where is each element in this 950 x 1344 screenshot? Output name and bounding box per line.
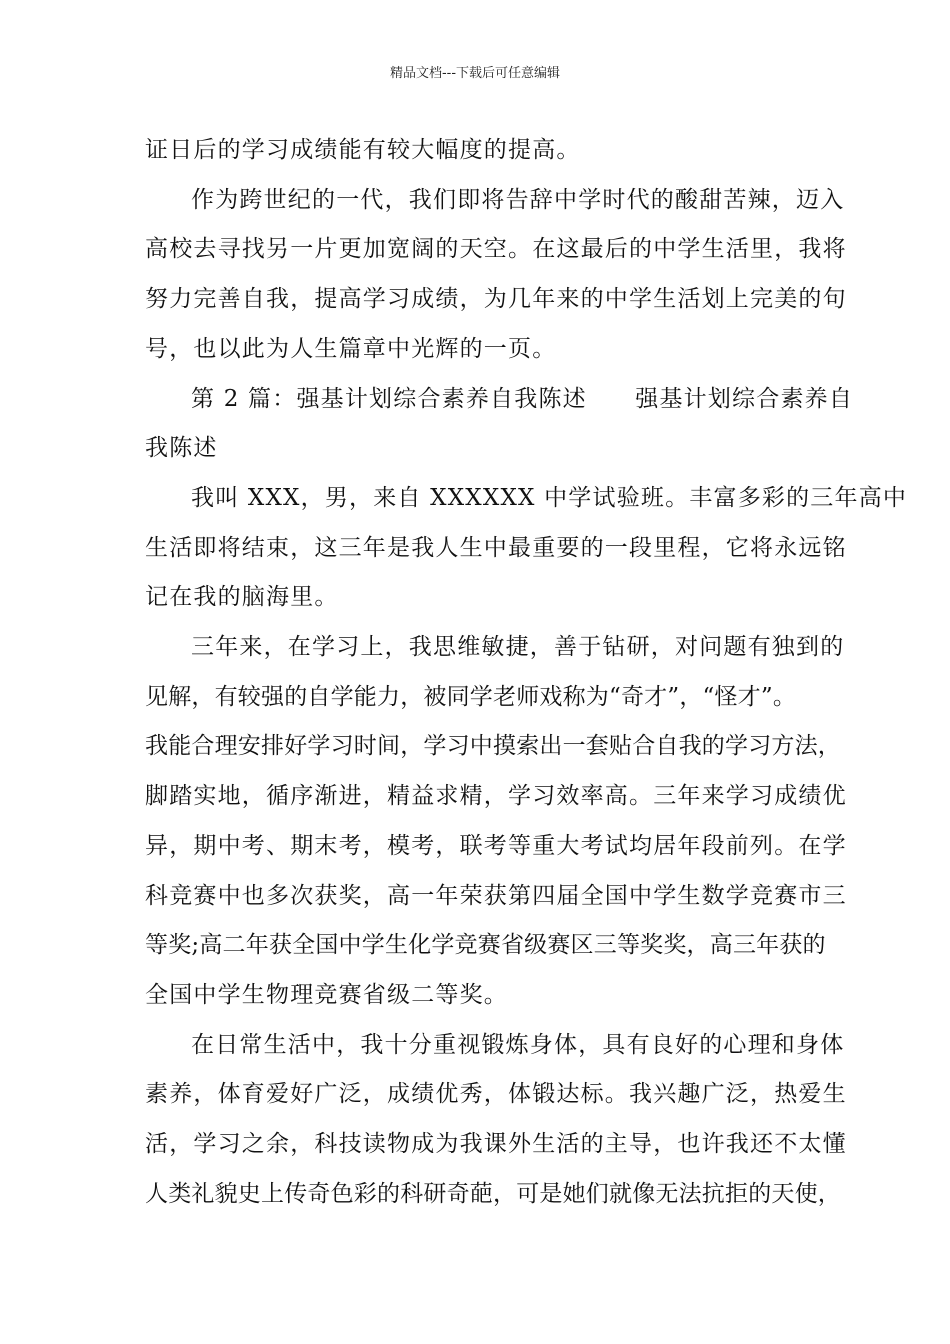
text-line: 号，也以此为人生篇章中光辉的一页。 <box>145 335 557 362</box>
text-line: 我陈述 <box>145 435 218 462</box>
text-line: 证日后的学习成绩能有较大幅度的提高。 <box>145 137 581 163</box>
section-heading-paragraph <box>145 375 854 474</box>
paragraph-3 <box>145 474 908 623</box>
text-line: 异，期中考、期末考，模考，联考等重大考试均居年段前列。在学 <box>145 832 847 859</box>
text-line: 三年来，在学习上，我思维敏捷，善于钻研，对问题有独到的 <box>191 634 845 661</box>
paragraph-5 <box>145 1021 847 1220</box>
document-body <box>145 126 908 1219</box>
text-line: 记在我的脑海里。 <box>145 584 339 611</box>
text-line: 在日常生活中，我十分重视锻炼身体，具有良好的心理和身体 <box>191 1031 845 1058</box>
paragraph-2 <box>145 176 847 375</box>
text-line: 活，学习之余，科技读物成为我课外生活的主导，也许我还不太懂 <box>145 1131 847 1158</box>
text-line: 见解，有较强的自学能力，被同学老师戏称为“奇才”，“怪才”。 <box>145 683 797 710</box>
text-line: 科竞赛中也多次获奖，高一年荣获第四届全国中学生数学竞赛市三 <box>145 882 847 909</box>
section-heading: 第 2 篇：强基计划综合素养自我陈述 强基计划综合素养自 <box>191 385 854 412</box>
text-line: 我能合理安排好学习时间，学习中摸索出一套贴合自我的学习方法， <box>145 733 841 760</box>
text-line: 努力完善自我，提高学习成绩，为几年来的中学生活划上完美的句 <box>145 286 847 313</box>
paragraph-1 <box>145 126 835 176</box>
text-line: 高校去寻找另一片更加宽阔的天空。在这最后的中学生活里，我将 <box>145 236 847 263</box>
text-line: 人类礼貌史上传奇色彩的科研奇葩，可是她们就像无法抗拒的天使， <box>145 1180 841 1207</box>
text-line: 素养，体育爱好广泛，成绩优秀，体锻达标。我兴趣广泛，热爱生 <box>145 1081 847 1108</box>
text-line: 脚踏实地，循序渐进，精益求精，学习效率高。三年来学习成绩优 <box>145 783 847 810</box>
page-header: 精品文档---下载后可任意编辑 <box>389 66 561 81</box>
paragraph-4 <box>145 623 847 1021</box>
text-line: 生活即将结束，这三年是我人生中最重要的一段里程，它将永远铭 <box>145 534 847 561</box>
text-line: 作为跨世纪的一代，我们即将告辞中学时代的酸甜苦辣，迈入 <box>191 186 845 213</box>
text-line: 等奖;高二年获全国中学生化学竞赛省级赛区三等奖奖，高三年获的 <box>145 932 826 959</box>
text-line: 我叫 XXX，男，来自 XXXXXX 中学试验班。丰富多彩的三年高中 <box>191 484 908 511</box>
text-line: 全国中学生物理竞赛省级二等奖。 <box>145 981 508 1008</box>
